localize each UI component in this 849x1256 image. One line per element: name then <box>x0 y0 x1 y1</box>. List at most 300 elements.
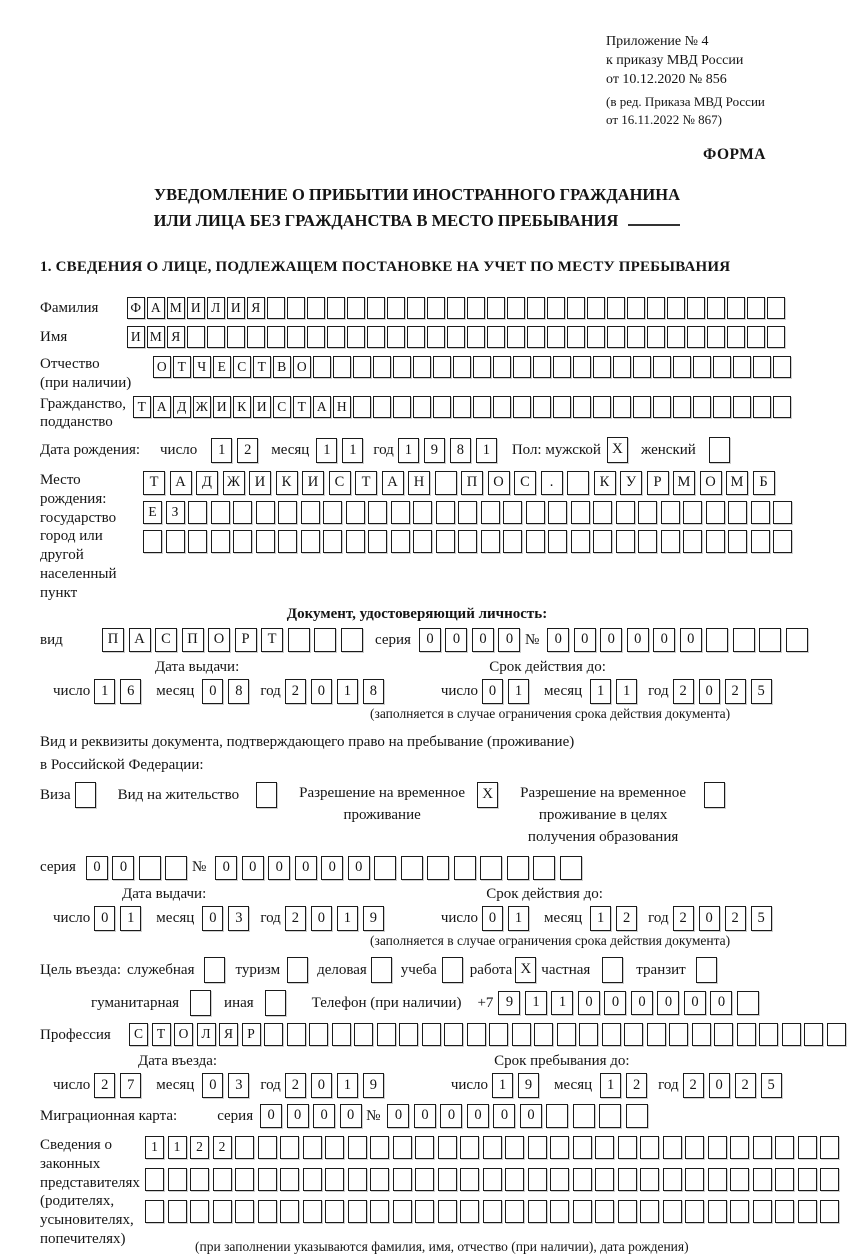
char-cell[interactable] <box>415 1168 434 1191</box>
char-cell[interactable] <box>820 1168 839 1191</box>
char-cell[interactable]: 1 <box>600 1073 621 1098</box>
char-cell[interactable] <box>708 1200 727 1223</box>
char-cell[interactable] <box>346 530 365 553</box>
char-cell[interactable] <box>683 530 702 553</box>
char-cell[interactable] <box>602 1023 621 1046</box>
char-cell[interactable] <box>258 1200 277 1223</box>
char-cell[interactable] <box>713 356 731 378</box>
char-cell[interactable]: 0 <box>699 679 720 704</box>
char-cell[interactable] <box>820 1136 839 1159</box>
char-cell[interactable]: К <box>233 396 251 418</box>
char-cell[interactable]: 1 <box>508 679 529 704</box>
char-cell[interactable] <box>458 501 477 524</box>
char-cell[interactable]: 9 <box>363 1073 384 1098</box>
purpose-tourism-checkbox[interactable] <box>287 957 308 983</box>
char-cell[interactable]: 0 <box>321 856 343 880</box>
char-cell[interactable] <box>505 1136 524 1159</box>
char-cell[interactable]: 0 <box>657 991 679 1015</box>
char-cell[interactable] <box>633 356 651 378</box>
char-cell[interactable] <box>773 530 792 553</box>
char-cell[interactable] <box>370 1136 389 1159</box>
char-cell[interactable] <box>753 1200 772 1223</box>
char-cell[interactable] <box>258 1136 277 1159</box>
char-cell[interactable]: 1 <box>211 438 232 463</box>
char-cell[interactable] <box>733 356 751 378</box>
purpose-other-checkbox[interactable] <box>265 990 286 1016</box>
char-cell[interactable] <box>533 356 551 378</box>
char-cell[interactable] <box>213 1168 232 1191</box>
char-cell[interactable]: 0 <box>387 1104 409 1128</box>
char-cell[interactable]: З <box>166 501 185 524</box>
char-cell[interactable]: А <box>170 471 192 495</box>
char-cell[interactable] <box>798 1136 817 1159</box>
char-cell[interactable]: 0 <box>684 991 706 1015</box>
char-cell[interactable] <box>627 326 645 348</box>
char-cell[interactable]: 8 <box>228 679 249 704</box>
char-cell[interactable]: 2 <box>673 906 694 931</box>
char-cell[interactable] <box>527 326 545 348</box>
char-cell[interactable] <box>415 1136 434 1159</box>
char-cell[interactable] <box>190 1200 209 1223</box>
char-cell[interactable] <box>733 628 755 652</box>
char-cell[interactable] <box>325 1136 344 1159</box>
char-cell[interactable] <box>618 1136 637 1159</box>
char-cell[interactable] <box>587 297 605 319</box>
char-cell[interactable] <box>301 530 320 553</box>
char-cell[interactable] <box>333 356 351 378</box>
char-cell[interactable] <box>391 501 410 524</box>
char-cell[interactable] <box>759 1023 778 1046</box>
char-cell[interactable] <box>512 1023 531 1046</box>
char-cell[interactable]: 0 <box>653 628 675 652</box>
char-cell[interactable]: О <box>153 356 171 378</box>
char-cell[interactable] <box>573 1200 592 1223</box>
char-cell[interactable]: 2 <box>735 1073 756 1098</box>
char-cell[interactable] <box>393 1136 412 1159</box>
char-cell[interactable] <box>753 1136 772 1159</box>
char-cell[interactable] <box>647 326 665 348</box>
char-cell[interactable] <box>407 326 425 348</box>
char-cell[interactable] <box>307 326 325 348</box>
char-cell[interactable] <box>143 530 162 553</box>
char-cell[interactable] <box>483 1200 502 1223</box>
char-cell[interactable]: Б <box>753 471 775 495</box>
char-cell[interactable]: О <box>208 628 230 652</box>
char-cell[interactable] <box>727 326 745 348</box>
char-cell[interactable] <box>314 628 336 652</box>
char-cell[interactable] <box>708 1136 727 1159</box>
char-cell[interactable] <box>303 1200 322 1223</box>
char-cell[interactable] <box>188 501 207 524</box>
char-cell[interactable] <box>433 396 451 418</box>
char-cell[interactable]: О <box>293 356 311 378</box>
char-cell[interactable] <box>346 501 365 524</box>
char-cell[interactable] <box>528 1136 547 1159</box>
char-cell[interactable] <box>447 297 465 319</box>
char-cell[interactable] <box>258 1168 277 1191</box>
char-cell[interactable] <box>483 1136 502 1159</box>
char-cell[interactable]: М <box>673 471 695 495</box>
char-cell[interactable]: 2 <box>616 906 637 931</box>
char-cell[interactable] <box>661 501 680 524</box>
char-cell[interactable] <box>413 501 432 524</box>
char-cell[interactable] <box>487 297 505 319</box>
char-cell[interactable] <box>640 1168 659 1191</box>
char-cell[interactable]: 0 <box>627 628 649 652</box>
char-cell[interactable]: В <box>273 356 291 378</box>
char-cell[interactable]: И <box>249 471 271 495</box>
char-cell[interactable] <box>438 1136 457 1159</box>
char-cell[interactable]: Е <box>143 501 162 524</box>
char-cell[interactable]: Я <box>167 326 185 348</box>
char-cell[interactable] <box>579 1023 598 1046</box>
char-cell[interactable]: Р <box>235 628 257 652</box>
char-cell[interactable] <box>567 326 585 348</box>
char-cell[interactable] <box>728 530 747 553</box>
char-cell[interactable] <box>235 1200 254 1223</box>
char-cell[interactable]: 0 <box>311 679 332 704</box>
char-cell[interactable]: 0 <box>578 991 600 1015</box>
char-cell[interactable] <box>513 396 531 418</box>
char-cell[interactable] <box>444 1023 463 1046</box>
char-cell[interactable] <box>307 297 325 319</box>
char-cell[interactable] <box>638 501 657 524</box>
char-cell[interactable]: 0 <box>295 856 317 880</box>
char-cell[interactable] <box>288 628 310 652</box>
char-cell[interactable]: О <box>174 1023 193 1046</box>
char-cell[interactable] <box>533 856 555 880</box>
char-cell[interactable]: 1 <box>342 438 363 463</box>
char-cell[interactable] <box>227 326 245 348</box>
char-cell[interactable] <box>280 1200 299 1223</box>
purpose-humanitarian-checkbox[interactable] <box>190 990 211 1016</box>
char-cell[interactable] <box>427 297 445 319</box>
char-cell[interactable]: 9 <box>498 991 520 1015</box>
char-cell[interactable] <box>348 1168 367 1191</box>
char-cell[interactable] <box>507 326 525 348</box>
char-cell[interactable]: 9 <box>363 906 384 931</box>
char-cell[interactable]: Л <box>207 297 225 319</box>
char-cell[interactable] <box>782 1023 801 1046</box>
char-cell[interactable] <box>613 396 631 418</box>
char-cell[interactable] <box>573 1104 595 1128</box>
char-cell[interactable]: 0 <box>574 628 596 652</box>
char-cell[interactable] <box>527 297 545 319</box>
char-cell[interactable] <box>786 628 808 652</box>
visa-checkbox[interactable] <box>75 782 96 808</box>
char-cell[interactable] <box>435 471 457 495</box>
char-cell[interactable] <box>730 1200 749 1223</box>
char-cell[interactable]: О <box>488 471 510 495</box>
char-cell[interactable] <box>798 1168 817 1191</box>
char-cell[interactable]: Н <box>408 471 430 495</box>
char-cell[interactable] <box>280 1168 299 1191</box>
char-cell[interactable] <box>287 1023 306 1046</box>
char-cell[interactable] <box>593 356 611 378</box>
char-cell[interactable]: 0 <box>202 679 223 704</box>
char-cell[interactable]: 2 <box>725 906 746 931</box>
char-cell[interactable] <box>280 1136 299 1159</box>
char-cell[interactable] <box>373 396 391 418</box>
char-cell[interactable] <box>267 326 285 348</box>
char-cell[interactable] <box>747 297 765 319</box>
char-cell[interactable] <box>165 856 187 880</box>
char-cell[interactable] <box>211 530 230 553</box>
char-cell[interactable] <box>413 356 431 378</box>
char-cell[interactable]: 0 <box>709 1073 730 1098</box>
char-cell[interactable] <box>618 1200 637 1223</box>
char-cell[interactable] <box>573 396 591 418</box>
char-cell[interactable] <box>513 356 531 378</box>
char-cell[interactable] <box>827 1023 846 1046</box>
sex-male-checkbox[interactable]: X <box>607 437 628 463</box>
char-cell[interactable] <box>560 856 582 880</box>
char-cell[interactable] <box>661 530 680 553</box>
char-cell[interactable] <box>473 396 491 418</box>
char-cell[interactable] <box>190 1168 209 1191</box>
char-cell[interactable] <box>278 501 297 524</box>
char-cell[interactable] <box>526 501 545 524</box>
char-cell[interactable] <box>730 1136 749 1159</box>
char-cell[interactable] <box>347 326 365 348</box>
char-cell[interactable] <box>706 628 728 652</box>
char-cell[interactable] <box>145 1168 164 1191</box>
char-cell[interactable] <box>775 1168 794 1191</box>
char-cell[interactable] <box>595 1200 614 1223</box>
char-cell[interactable]: 8 <box>363 679 384 704</box>
char-cell[interactable]: 0 <box>680 628 702 652</box>
char-cell[interactable] <box>278 530 297 553</box>
char-cell[interactable]: Я <box>247 297 265 319</box>
char-cell[interactable] <box>548 530 567 553</box>
char-cell[interactable]: 0 <box>482 679 503 704</box>
char-cell[interactable] <box>483 1168 502 1191</box>
char-cell[interactable] <box>775 1200 794 1223</box>
char-cell[interactable]: 2 <box>285 1073 306 1098</box>
char-cell[interactable]: 0 <box>215 856 237 880</box>
char-cell[interactable]: А <box>129 628 151 652</box>
char-cell[interactable] <box>188 530 207 553</box>
char-cell[interactable] <box>467 297 485 319</box>
char-cell[interactable] <box>481 530 500 553</box>
char-cell[interactable] <box>438 1200 457 1223</box>
char-cell[interactable] <box>638 530 657 553</box>
char-cell[interactable] <box>553 396 571 418</box>
char-cell[interactable] <box>473 356 491 378</box>
char-cell[interactable]: 0 <box>287 1104 309 1128</box>
purpose-official-checkbox[interactable] <box>204 957 225 983</box>
char-cell[interactable]: 1 <box>94 679 115 704</box>
char-cell[interactable]: Д <box>196 471 218 495</box>
char-cell[interactable]: Т <box>152 1023 171 1046</box>
char-cell[interactable] <box>367 297 385 319</box>
char-cell[interactable]: 1 <box>316 438 337 463</box>
char-cell[interactable] <box>616 530 635 553</box>
char-cell[interactable] <box>332 1023 351 1046</box>
char-cell[interactable]: 0 <box>86 856 108 880</box>
char-cell[interactable] <box>480 856 502 880</box>
char-cell[interactable]: 1 <box>590 679 611 704</box>
char-cell[interactable]: П <box>182 628 204 652</box>
char-cell[interactable]: 0 <box>348 856 370 880</box>
char-cell[interactable] <box>348 1136 367 1159</box>
char-cell[interactable] <box>663 1200 682 1223</box>
char-cell[interactable] <box>673 356 691 378</box>
char-cell[interactable]: 2 <box>626 1073 647 1098</box>
char-cell[interactable] <box>407 297 425 319</box>
char-cell[interactable] <box>728 501 747 524</box>
char-cell[interactable] <box>413 396 431 418</box>
char-cell[interactable] <box>820 1200 839 1223</box>
char-cell[interactable] <box>453 396 471 418</box>
char-cell[interactable]: 0 <box>414 1104 436 1128</box>
char-cell[interactable]: И <box>213 396 231 418</box>
char-cell[interactable]: 5 <box>751 906 772 931</box>
char-cell[interactable]: 1 <box>551 991 573 1015</box>
char-cell[interactable]: 0 <box>520 1104 542 1128</box>
char-cell[interactable]: 1 <box>168 1136 187 1159</box>
char-cell[interactable] <box>707 297 725 319</box>
char-cell[interactable]: 0 <box>445 628 467 652</box>
char-cell[interactable] <box>593 396 611 418</box>
char-cell[interactable] <box>287 297 305 319</box>
char-cell[interactable]: 1 <box>337 1073 358 1098</box>
temp-residence-edu-checkbox[interactable] <box>704 782 725 808</box>
char-cell[interactable]: Р <box>242 1023 261 1046</box>
char-cell[interactable]: 3 <box>228 906 249 931</box>
char-cell[interactable] <box>773 501 792 524</box>
char-cell[interactable] <box>353 396 371 418</box>
char-cell[interactable]: М <box>167 297 185 319</box>
char-cell[interactable] <box>393 1200 412 1223</box>
char-cell[interactable] <box>626 1104 648 1128</box>
char-cell[interactable] <box>393 1168 412 1191</box>
char-cell[interactable]: 0 <box>242 856 264 880</box>
char-cell[interactable]: Л <box>197 1023 216 1046</box>
char-cell[interactable] <box>235 1136 254 1159</box>
char-cell[interactable]: 2 <box>725 679 746 704</box>
char-cell[interactable] <box>775 1136 794 1159</box>
char-cell[interactable] <box>387 297 405 319</box>
char-cell[interactable] <box>460 1200 479 1223</box>
char-cell[interactable] <box>683 501 702 524</box>
char-cell[interactable] <box>374 856 396 880</box>
char-cell[interactable] <box>567 471 589 495</box>
char-cell[interactable] <box>401 856 423 880</box>
char-cell[interactable] <box>454 856 476 880</box>
char-cell[interactable]: П <box>102 628 124 652</box>
char-cell[interactable]: И <box>187 297 205 319</box>
char-cell[interactable]: 0 <box>493 1104 515 1128</box>
char-cell[interactable] <box>692 1023 711 1046</box>
char-cell[interactable]: 0 <box>547 628 569 652</box>
char-cell[interactable] <box>751 501 770 524</box>
char-cell[interactable] <box>759 628 781 652</box>
char-cell[interactable] <box>607 297 625 319</box>
char-cell[interactable] <box>706 501 725 524</box>
char-cell[interactable] <box>323 501 342 524</box>
char-cell[interactable] <box>751 530 770 553</box>
char-cell[interactable]: Д <box>173 396 191 418</box>
char-cell[interactable] <box>393 356 411 378</box>
char-cell[interactable] <box>166 530 185 553</box>
char-cell[interactable] <box>393 396 411 418</box>
char-cell[interactable]: 3 <box>228 1073 249 1098</box>
char-cell[interactable]: Т <box>133 396 151 418</box>
char-cell[interactable] <box>313 356 331 378</box>
char-cell[interactable]: 2 <box>285 679 306 704</box>
char-cell[interactable] <box>708 1168 727 1191</box>
char-cell[interactable] <box>599 1104 621 1128</box>
char-cell[interactable] <box>354 1023 373 1046</box>
char-cell[interactable]: 0 <box>699 906 720 931</box>
char-cell[interactable]: 0 <box>260 1104 282 1128</box>
char-cell[interactable] <box>427 326 445 348</box>
char-cell[interactable]: 0 <box>631 991 653 1015</box>
char-cell[interactable] <box>436 501 455 524</box>
char-cell[interactable] <box>427 856 449 880</box>
char-cell[interactable] <box>767 297 785 319</box>
char-cell[interactable] <box>489 1023 508 1046</box>
char-cell[interactable] <box>773 396 791 418</box>
char-cell[interactable] <box>640 1200 659 1223</box>
char-cell[interactable] <box>685 1168 704 1191</box>
char-cell[interactable]: 0 <box>340 1104 362 1128</box>
char-cell[interactable] <box>714 1023 733 1046</box>
char-cell[interactable] <box>533 396 551 418</box>
char-cell[interactable] <box>618 1168 637 1191</box>
char-cell[interactable] <box>685 1200 704 1223</box>
char-cell[interactable] <box>211 501 230 524</box>
char-cell[interactable]: 1 <box>398 438 419 463</box>
char-cell[interactable] <box>550 1168 569 1191</box>
char-cell[interactable] <box>528 1200 547 1223</box>
char-cell[interactable]: А <box>382 471 404 495</box>
char-cell[interactable] <box>613 356 631 378</box>
char-cell[interactable] <box>627 297 645 319</box>
char-cell[interactable] <box>256 530 275 553</box>
char-cell[interactable] <box>804 1023 823 1046</box>
char-cell[interactable]: С <box>155 628 177 652</box>
char-cell[interactable]: 0 <box>311 1073 332 1098</box>
char-cell[interactable] <box>433 356 451 378</box>
char-cell[interactable]: 0 <box>313 1104 335 1128</box>
char-cell[interactable] <box>168 1200 187 1223</box>
char-cell[interactable]: 1 <box>337 906 358 931</box>
char-cell[interactable]: 0 <box>467 1104 489 1128</box>
char-cell[interactable] <box>706 530 725 553</box>
char-cell[interactable] <box>323 530 342 553</box>
char-cell[interactable] <box>667 297 685 319</box>
char-cell[interactable] <box>301 501 320 524</box>
char-cell[interactable] <box>693 396 711 418</box>
char-cell[interactable]: А <box>313 396 331 418</box>
char-cell[interactable]: 2 <box>213 1136 232 1159</box>
char-cell[interactable]: Ф <box>127 297 145 319</box>
char-cell[interactable]: 2 <box>94 1073 115 1098</box>
char-cell[interactable] <box>571 501 590 524</box>
char-cell[interactable] <box>526 530 545 553</box>
char-cell[interactable]: М <box>726 471 748 495</box>
char-cell[interactable] <box>663 1136 682 1159</box>
char-cell[interactable] <box>264 1023 283 1046</box>
char-cell[interactable]: И <box>127 326 145 348</box>
char-cell[interactable] <box>267 297 285 319</box>
char-cell[interactable]: 1 <box>590 906 611 931</box>
char-cell[interactable]: 0 <box>482 906 503 931</box>
char-cell[interactable] <box>653 356 671 378</box>
char-cell[interactable]: 0 <box>472 628 494 652</box>
